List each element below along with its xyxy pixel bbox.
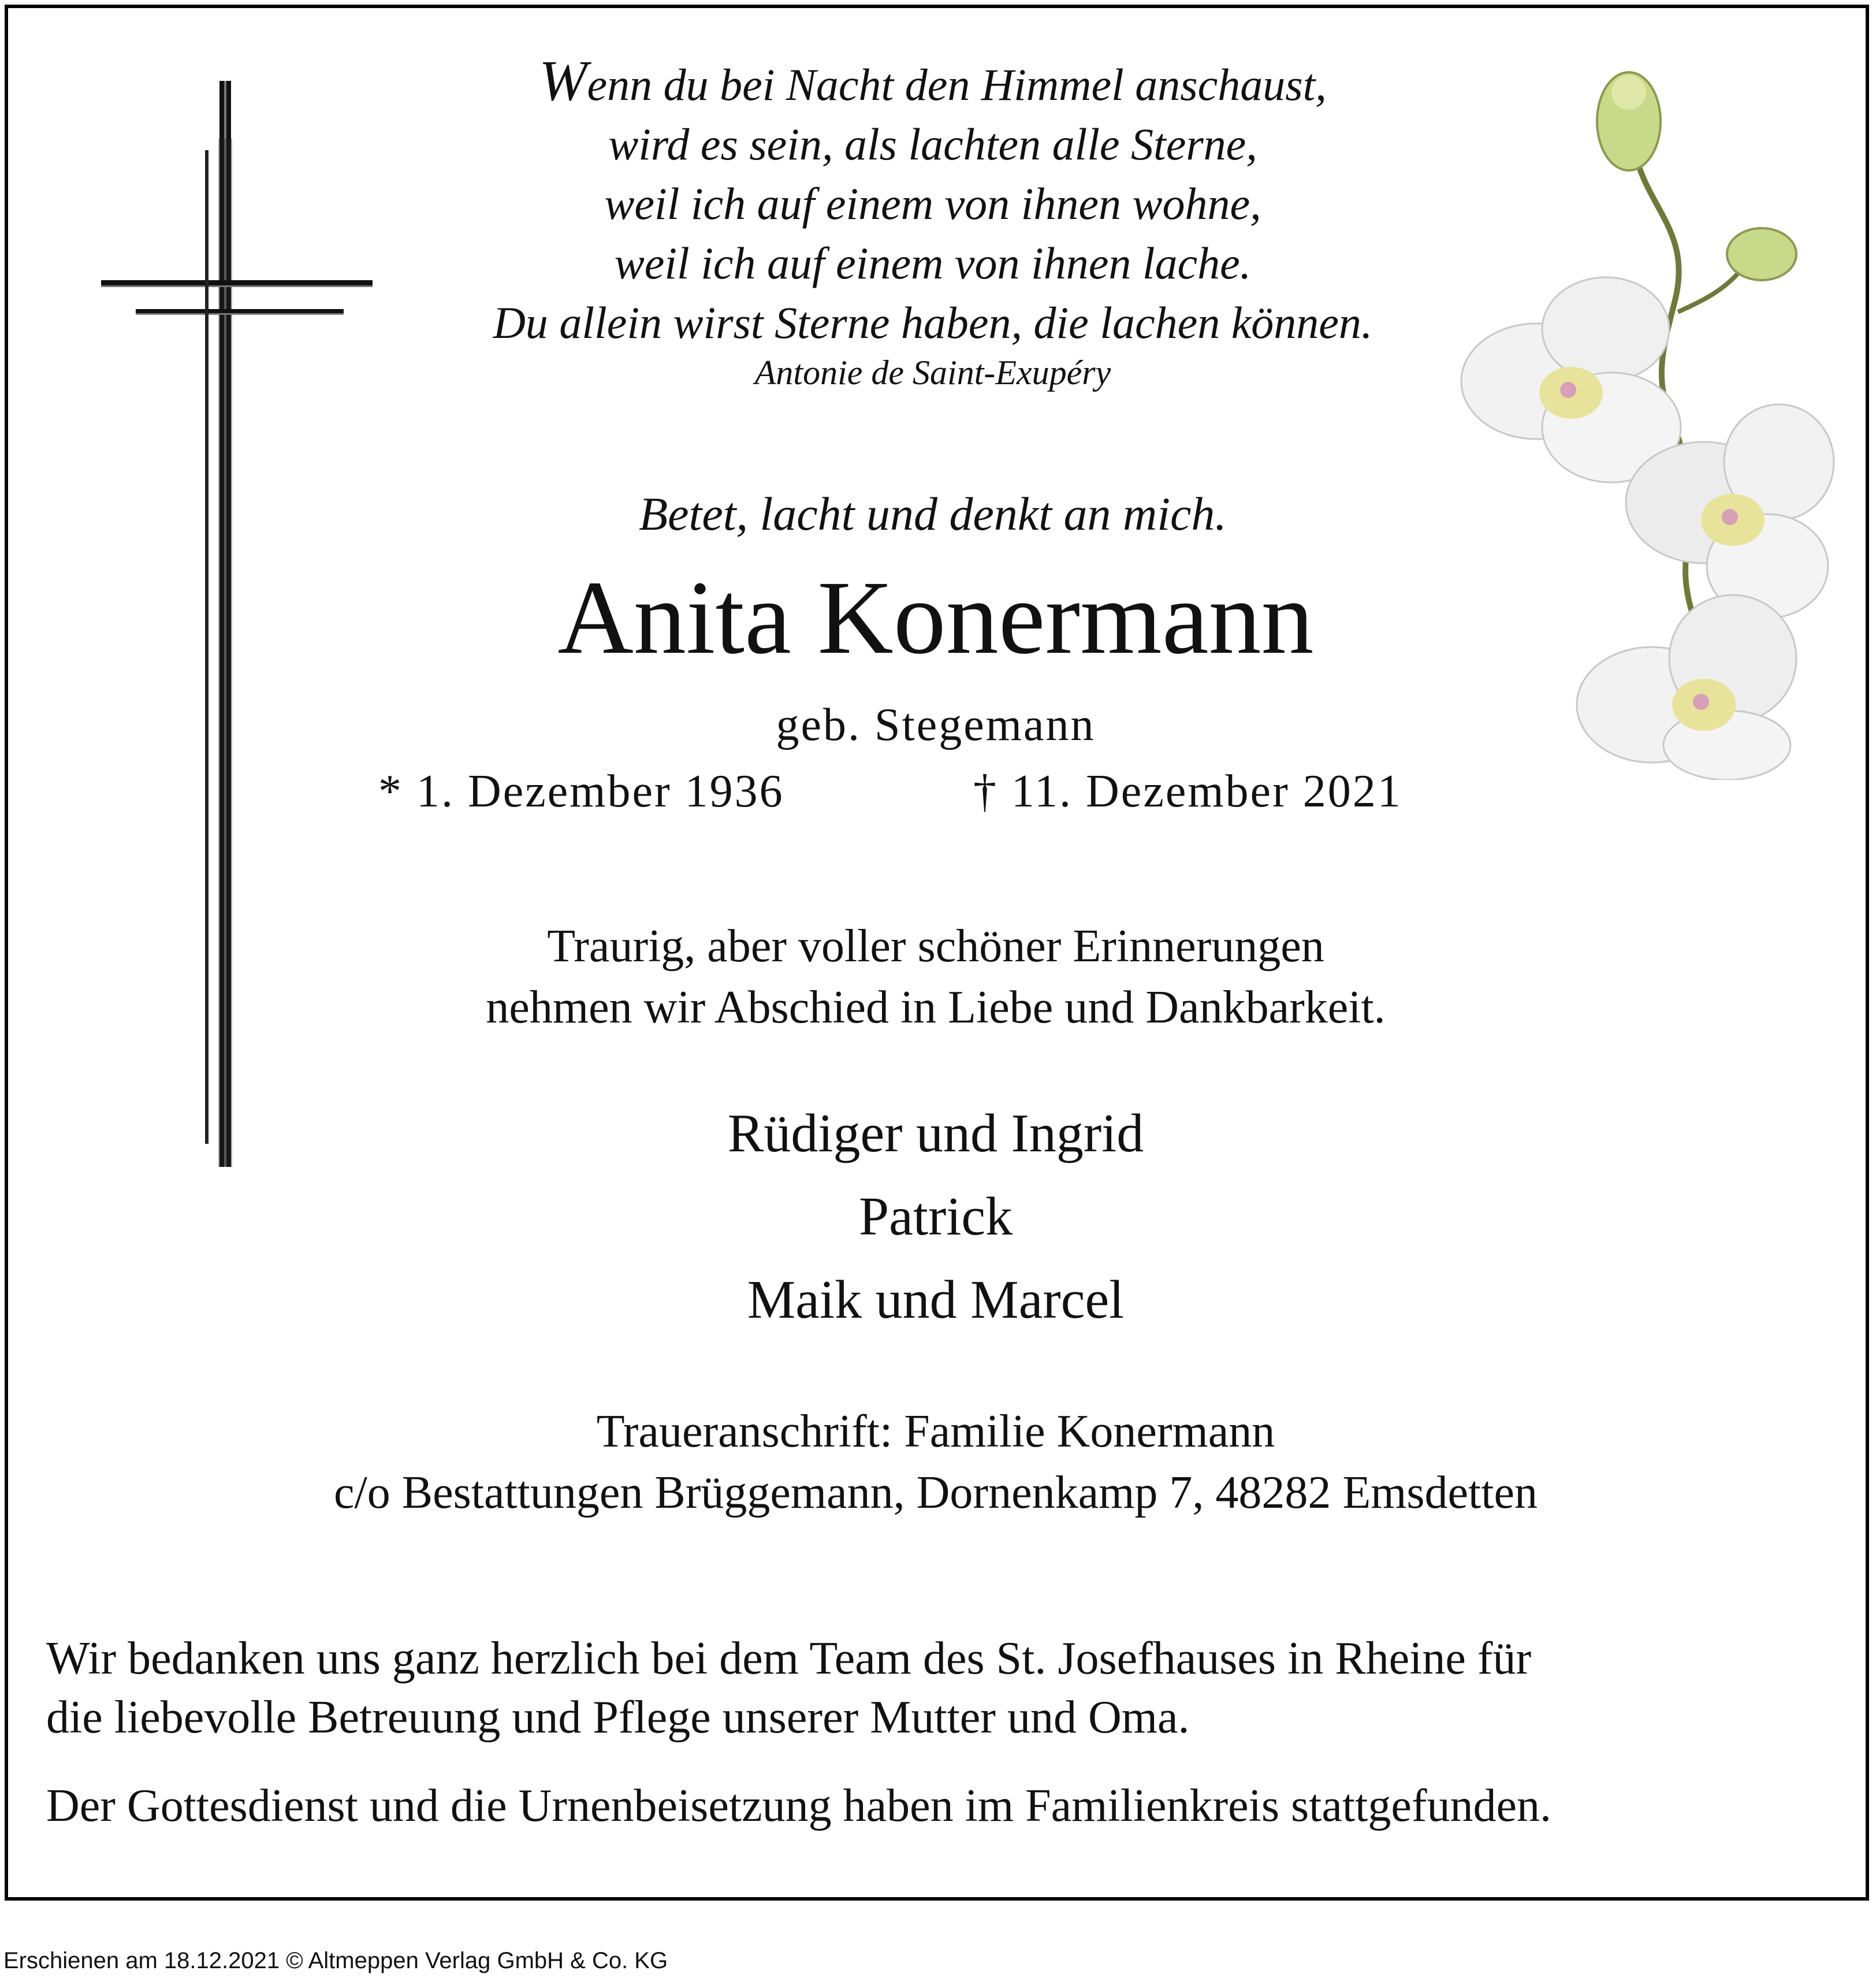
mourner: Rüdiger und Ingrid (727, 1103, 1144, 1163)
address-line-1: Traueranschrift: Familie Konermann (596, 1406, 1275, 1457)
mourner: Maik und Marcel (747, 1270, 1125, 1330)
poem-line-2: wird es sein, als lachten alle Sterne, (608, 119, 1257, 169)
poem (347, 51, 1519, 352)
poem-initial: W (539, 49, 587, 113)
poem-line-4: weil ich auf einem von ihnen lache. (614, 238, 1252, 288)
thanks-line-1: Wir bedanken uns ganz herzlich bei dem Team des St. Josefhauses in Rheine für (46, 1633, 1532, 1684)
mourner: Patrick (858, 1187, 1013, 1247)
poem-author: Antonie de Saint-Exupéry (754, 354, 1111, 392)
ceremony-note: Der Gottesdienst und die Urnenbeisetzung haben im Familienkreis stattgefunden. (46, 1780, 1552, 1831)
address-line-2: c/o Bestattungen Brüggemann, Dornenkamp 7, 48282 Emsdetten (333, 1467, 1538, 1518)
mourning-address (173, 1401, 1698, 1523)
cross-icon (87, 81, 387, 1167)
farewell-line-1: Traurig, aber voller schöner Erinnerungen (547, 921, 1324, 972)
poem-line-1 (347, 51, 1519, 114)
poem-line-3: weil ich auf einem von ihnen wohne, (604, 179, 1261, 229)
poem-line-5: Du allein wirst Sterne haben, die lachen können. (493, 298, 1373, 348)
motto: Betet, lacht und denkt an mich. (639, 488, 1227, 540)
mourners-list (520, 1092, 1352, 1341)
publication-footer: Erschienen am 18.12.2021 © Altmeppen Verlag GmbH & Co. KG (3, 1948, 668, 1973)
farewell-line-2: nehmen wir Abschied in Liebe und Dankbarkeit. (486, 982, 1386, 1033)
maiden-name: geb. Stegemann (776, 700, 1096, 750)
poem-line-1-text: enn du bei Nacht den Himmel anschaust, (587, 60, 1327, 110)
farewell-text (347, 916, 1525, 1038)
thanks-line-2: die liebevolle Betreuung und Pflege unserer Mutter und Oma. (46, 1692, 1190, 1743)
death-date: † 11. Dezember 2021 (973, 766, 1402, 817)
deceased-name: Anita Konermann (557, 560, 1314, 676)
birth-date: * 1. Dezember 1936 (378, 766, 784, 817)
thanks-text (46, 1629, 1837, 1747)
